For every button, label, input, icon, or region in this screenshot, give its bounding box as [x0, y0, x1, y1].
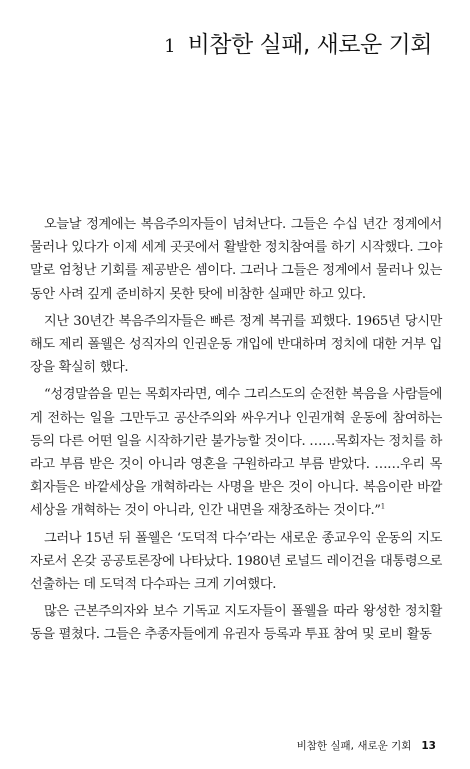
footnote-marker: 1 — [380, 503, 385, 512]
paragraph: 지난 30년간 복음주의자들은 빠른 정계 복귀를 꾀했다. 1965년 당시만 해도 제리 폴웰은 성직자의 인권운동 개입에 반대하며 정치에 대한 거부 입장을 확실히 했다. — [30, 313, 442, 376]
paragraph: 많은 근본주의자와 보수 기독교 지도자들이 폴웰을 따라 왕성한 정치활동을 펼쳤다. 그들은 추종자들에게 유권자 등록과 투표 참여 및 로비 활동 — [30, 604, 442, 643]
running-title: 비참한 실패, 새로운 기회 — [296, 740, 412, 752]
chapter-title: 비참한 실패, 새로운 기회 — [187, 32, 432, 58]
body-text — [30, 213, 442, 651]
paragraph: 그러나 15년 뒤 폴웰은 ‘도덕적 다수’라는 새로운 종교우익 운동의 지도자로서 온갖 공공토론장에 나타났다. 1980년 로널드 레이건을 대통령으로 선출하는 데 도덕적 다수파는 크게 기여했다. — [30, 530, 442, 593]
chapter-heading — [164, 26, 432, 59]
paragraph: “성경말씀을 믿는 목회자라면, 예수 그리스도의 순전한 복음을 사람들에게 전하는 일을 그만두고 공산주의와 싸우거나 인권개혁 운동에 참여하는 등의 다른 어떤 일을 시작하기란 불가능할 것이다. ……목회자는 정치를 하라고 부름 받은 것이 아니라 영혼을 구원하라고 부름 받았다. ……우리 목회자들은 바깥세상을 개혁하라는 사명을 받은 것이 아니다. 복음이란 바깥세상을 개혁하는 것이 아니라, 인간 내면을 재창조하는 것이다.”$^1$ — [30, 387, 442, 519]
chapter-number: 1 — [164, 36, 176, 57]
page-number: 13 — [421, 740, 436, 752]
page-footer — [297, 738, 436, 753]
paragraph: 오늘날 정계에는 복음주의자들이 넘쳐난다. 그들은 수십 년간 정계에서 물러나 있다가 이제 세계 곳곳에서 활발한 정치참여를 하기 시작했다. 그야말로 엄청난 기회를 제공받은 셈이다. 그러나 그들은 정계에서 물러나 있는 동안 사려 깊게 준비하지 못한 탓에 비참한 실패만 하고 있다. — [30, 217, 442, 302]
